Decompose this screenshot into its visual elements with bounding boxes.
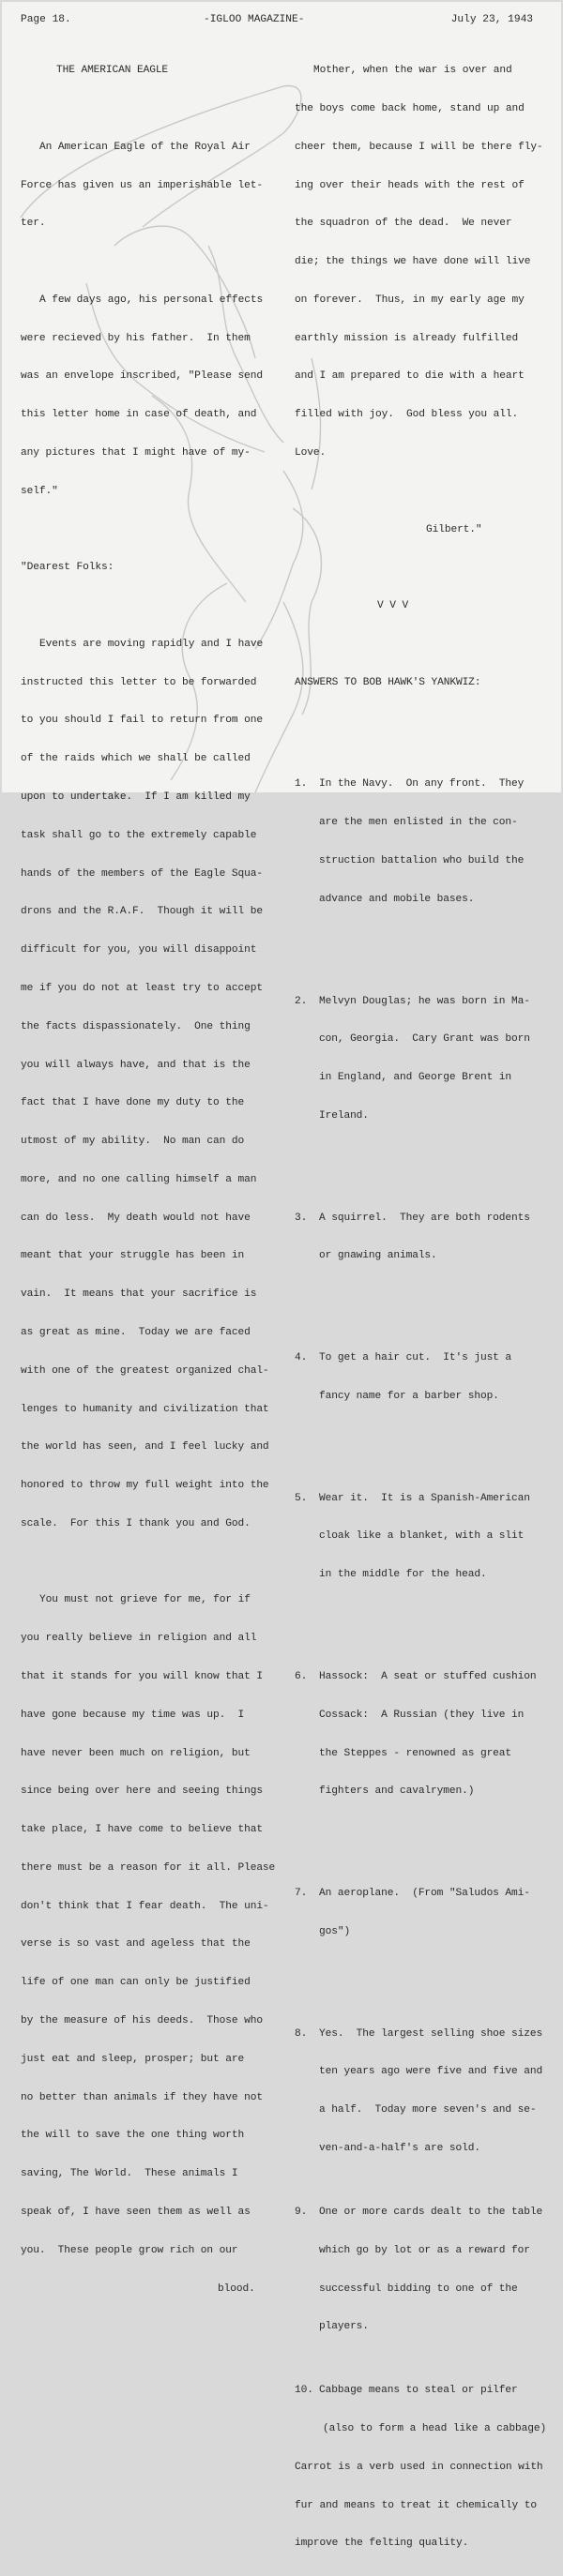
text-line: You must not grieve for me, for if xyxy=(39,1594,251,1606)
text-line: with one of the greatest organized chal- xyxy=(21,1364,269,1377)
answer-number: 1. xyxy=(295,778,308,791)
answer-text: fighters and cavalrymen.) xyxy=(319,1785,475,1798)
answer-number: 10. xyxy=(295,2385,313,2397)
text-line: take place, I have come to believe that xyxy=(21,1824,263,1836)
answers-heading: ANSWERS TO BOB HAWK'S YANKWIZ: xyxy=(295,676,481,688)
letter-salutation: "Dearest Folks: xyxy=(21,562,114,574)
text-line: any pictures that I might have of my- xyxy=(21,447,251,459)
text-line: filled with joy. God bless you all. xyxy=(295,409,519,421)
text-line: earthly mission is already fulfilled xyxy=(295,332,519,344)
answer-number: 5. xyxy=(295,1492,308,1504)
answer-number: 9. xyxy=(295,2206,308,2218)
text-line: this letter home in case of death, and xyxy=(21,409,257,421)
text-line: can do less. My death would not have xyxy=(21,1212,251,1224)
text-line: on forever. Thus, in my early age my xyxy=(295,294,525,306)
answer-text: successful bidding to one of the xyxy=(319,2282,518,2295)
magazine-name: -IGLOO MAGAZINE- xyxy=(204,14,305,25)
answer-text: in England, and George Brent in xyxy=(319,1072,512,1084)
page-number: Page 18. xyxy=(21,14,71,25)
answer-text: which go by lot or as a reward for xyxy=(319,2244,530,2256)
text-line: upon to undertake. If I am killed my xyxy=(21,791,251,804)
text-line: the boys come back home, stand up and xyxy=(295,102,525,114)
text-line: to you should I fail to return from one xyxy=(21,715,263,727)
text-line: the world has seen, and I feel lucky and xyxy=(21,1441,269,1454)
text-line: task shall go to the extremely capable xyxy=(21,829,257,841)
text-line: lenges to humanity and civilization that xyxy=(21,1403,269,1415)
answer-item xyxy=(295,1888,562,1901)
issue-date: July 23, 1943 xyxy=(450,14,533,25)
answer-text: Cossack: A Russian (they live in xyxy=(319,1709,525,1721)
answer-item xyxy=(295,996,562,1009)
answer-text: In the Navy. On any front. They xyxy=(319,778,525,791)
answer-text: are the men enlisted in the con- xyxy=(319,817,518,829)
answer-number: 7. xyxy=(295,1888,308,1900)
answer-item xyxy=(295,2207,562,2220)
text-line: cheer them, because I will be there fly- xyxy=(295,141,543,153)
text-line: have never been much on religion, but xyxy=(21,1747,251,1759)
section-separator: V V V xyxy=(377,600,409,612)
answer-text: con, Georgia. Cary Grant was born xyxy=(319,1033,530,1046)
answer-text: ten years ago were five and five and xyxy=(319,2066,543,2078)
answer-item xyxy=(295,1671,562,1684)
text-line: there must be a reason for it all. Please xyxy=(21,1861,276,1874)
article-title: THE AMERICAN EAGLE xyxy=(56,65,169,77)
answer-number: 6. xyxy=(295,1671,308,1682)
text-line: the will to save the one thing worth xyxy=(21,2130,245,2142)
text-line: saving, The World. These animals I xyxy=(21,2168,238,2180)
text-line: no better than animals if they have not xyxy=(21,2091,263,2103)
text-line: you. These people grow rich on our xyxy=(21,2244,238,2256)
text-line: were recieved by his father. In them xyxy=(21,332,251,344)
text-line: die; the things we have done will live xyxy=(295,256,531,268)
text-line: self." xyxy=(21,485,58,497)
text-line: was an envelope inscribed, "Please send xyxy=(21,370,263,383)
answer-text: One or more cards dealt to the table xyxy=(319,2206,543,2218)
text-line: life of one man can only be justified xyxy=(21,1977,251,1989)
text-line: the squadron of the dead. We never xyxy=(295,218,512,230)
text-line: An American Eagle of the Royal Air xyxy=(39,141,251,153)
left-column-article xyxy=(21,39,288,2321)
text-line: speak of, I have seen them as well as xyxy=(21,2206,251,2218)
answer-text: cloak like a blanket, with a slit xyxy=(319,1530,525,1543)
text-line: fact that I have done my duty to the xyxy=(21,1097,245,1109)
answer-number: 3. xyxy=(295,1212,308,1224)
text-line: fur and means to treat it chemically to xyxy=(295,2499,537,2511)
answer-number: 8. xyxy=(295,2027,308,2040)
page-header xyxy=(21,14,533,27)
text-line: don't think that I fear death. The uni- xyxy=(21,1900,269,1912)
right-column xyxy=(295,39,562,2576)
text-line: Carrot is a verb used in connection with xyxy=(295,2461,543,2473)
answer-text: An aeroplane. (From "Saludos Ami- xyxy=(319,1888,530,1900)
answer-text: in the middle for the head. xyxy=(319,1569,487,1581)
text-line: you will always have, and that is the xyxy=(21,1059,251,1071)
text-line: vain. It means that your sacrifice is xyxy=(21,1288,257,1301)
answer-text: advance and mobile bases. xyxy=(319,893,475,905)
answer-text: or gnawing animals. xyxy=(319,1250,437,1262)
text-line: and I am prepared to die with a heart xyxy=(295,370,525,383)
answer-item xyxy=(295,1213,562,1226)
text-line: that it stands for you will know that I xyxy=(21,1671,263,1682)
answer-number: 4. xyxy=(295,1352,308,1364)
text-line: improve the felting quality. xyxy=(295,2538,469,2550)
answer-item xyxy=(295,2385,562,2398)
text-line: have gone because my time was up. I xyxy=(21,1709,245,1721)
text-line: Force has given us an imperishable let- xyxy=(21,179,263,191)
text-line: honored to throw my full weight into the xyxy=(21,1480,269,1492)
text-line: since being over here and seeing things xyxy=(21,1785,263,1798)
text-line: drons and the R.A.F. Though it will be xyxy=(21,906,263,918)
text-line: me if you do not at least try to accept xyxy=(21,982,263,994)
answer-item xyxy=(295,1493,562,1506)
answer-text: Ireland. xyxy=(319,1109,369,1122)
answer-text: the Steppes - renowned as great xyxy=(319,1747,512,1759)
answer-item xyxy=(295,778,562,791)
text-line: A few days ago, his personal effects xyxy=(39,294,264,306)
answer-item xyxy=(295,2028,562,2041)
answer-item xyxy=(295,1352,562,1365)
text-line: just eat and sleep, prosper; but are xyxy=(21,2053,245,2065)
answer-text: a half. Today more seven's and se- xyxy=(319,2104,537,2117)
text-line: as great as mine. Today we are faced xyxy=(21,1326,251,1338)
answer-text: struction battalion who build the xyxy=(319,855,525,866)
answer-number: 2. xyxy=(295,995,308,1007)
text-line: instructed this letter to be forwarded xyxy=(21,676,257,688)
text-line: the facts dispassionately. One thing xyxy=(21,1020,251,1032)
answer-text: Cabbage means to steal or pilfer xyxy=(319,2385,518,2397)
text-line: Events are moving rapidly and I have xyxy=(39,638,264,650)
text-line: more, and no one calling himself a man xyxy=(21,1173,257,1185)
answer-text: fancy name for a barber shop. xyxy=(319,1390,499,1402)
magazine-page xyxy=(2,2,561,2550)
text-line: of the raids which we shall be called xyxy=(21,753,251,765)
answer-text: gos") xyxy=(319,1925,351,1937)
text-line: ter. xyxy=(21,218,46,230)
text-line: ing over their heads with the rest of xyxy=(295,179,525,191)
answer-text: players. xyxy=(319,2321,369,2333)
text-line: difficult for you, you will disappoint xyxy=(21,944,257,957)
text-line: by the measure of his deeds. Those who xyxy=(21,2015,263,2027)
text-line: verse is so vast and ageless that the xyxy=(21,1938,251,1951)
continued-word: blood. xyxy=(218,2282,255,2295)
answer-text: Yes. The largest selling shoe sizes xyxy=(319,2027,543,2040)
answer-text: (also to form a head like a cabbage) xyxy=(323,2423,547,2435)
answer-text: Melvyn Douglas; he was born in Ma- xyxy=(319,995,530,1007)
letter-signature: Gilbert." xyxy=(426,523,482,535)
text-line: meant that your struggle has been in xyxy=(21,1250,245,1262)
answer-text: To get a hair cut. It's just a xyxy=(319,1352,512,1364)
text-line: Mother, when the war is over and xyxy=(313,65,512,77)
text-line: Love. xyxy=(295,447,327,459)
text-line: utmost of my ability. No man can do xyxy=(21,1136,245,1148)
answer-text: Wear it. It is a Spanish-American xyxy=(319,1492,530,1504)
answer-text: A squirrel. They are both rodents xyxy=(319,1212,530,1224)
text-line: you really believe in religion and all xyxy=(21,1633,257,1645)
answer-text: Hassock: A seat or stuffed cushion xyxy=(319,1671,537,1682)
answer-text: ven-and-a-half's are sold. xyxy=(319,2142,480,2154)
text-line: hands of the members of the Eagle Squa- xyxy=(21,867,263,880)
text-line: scale. For this I thank you and God. xyxy=(21,1517,251,1529)
